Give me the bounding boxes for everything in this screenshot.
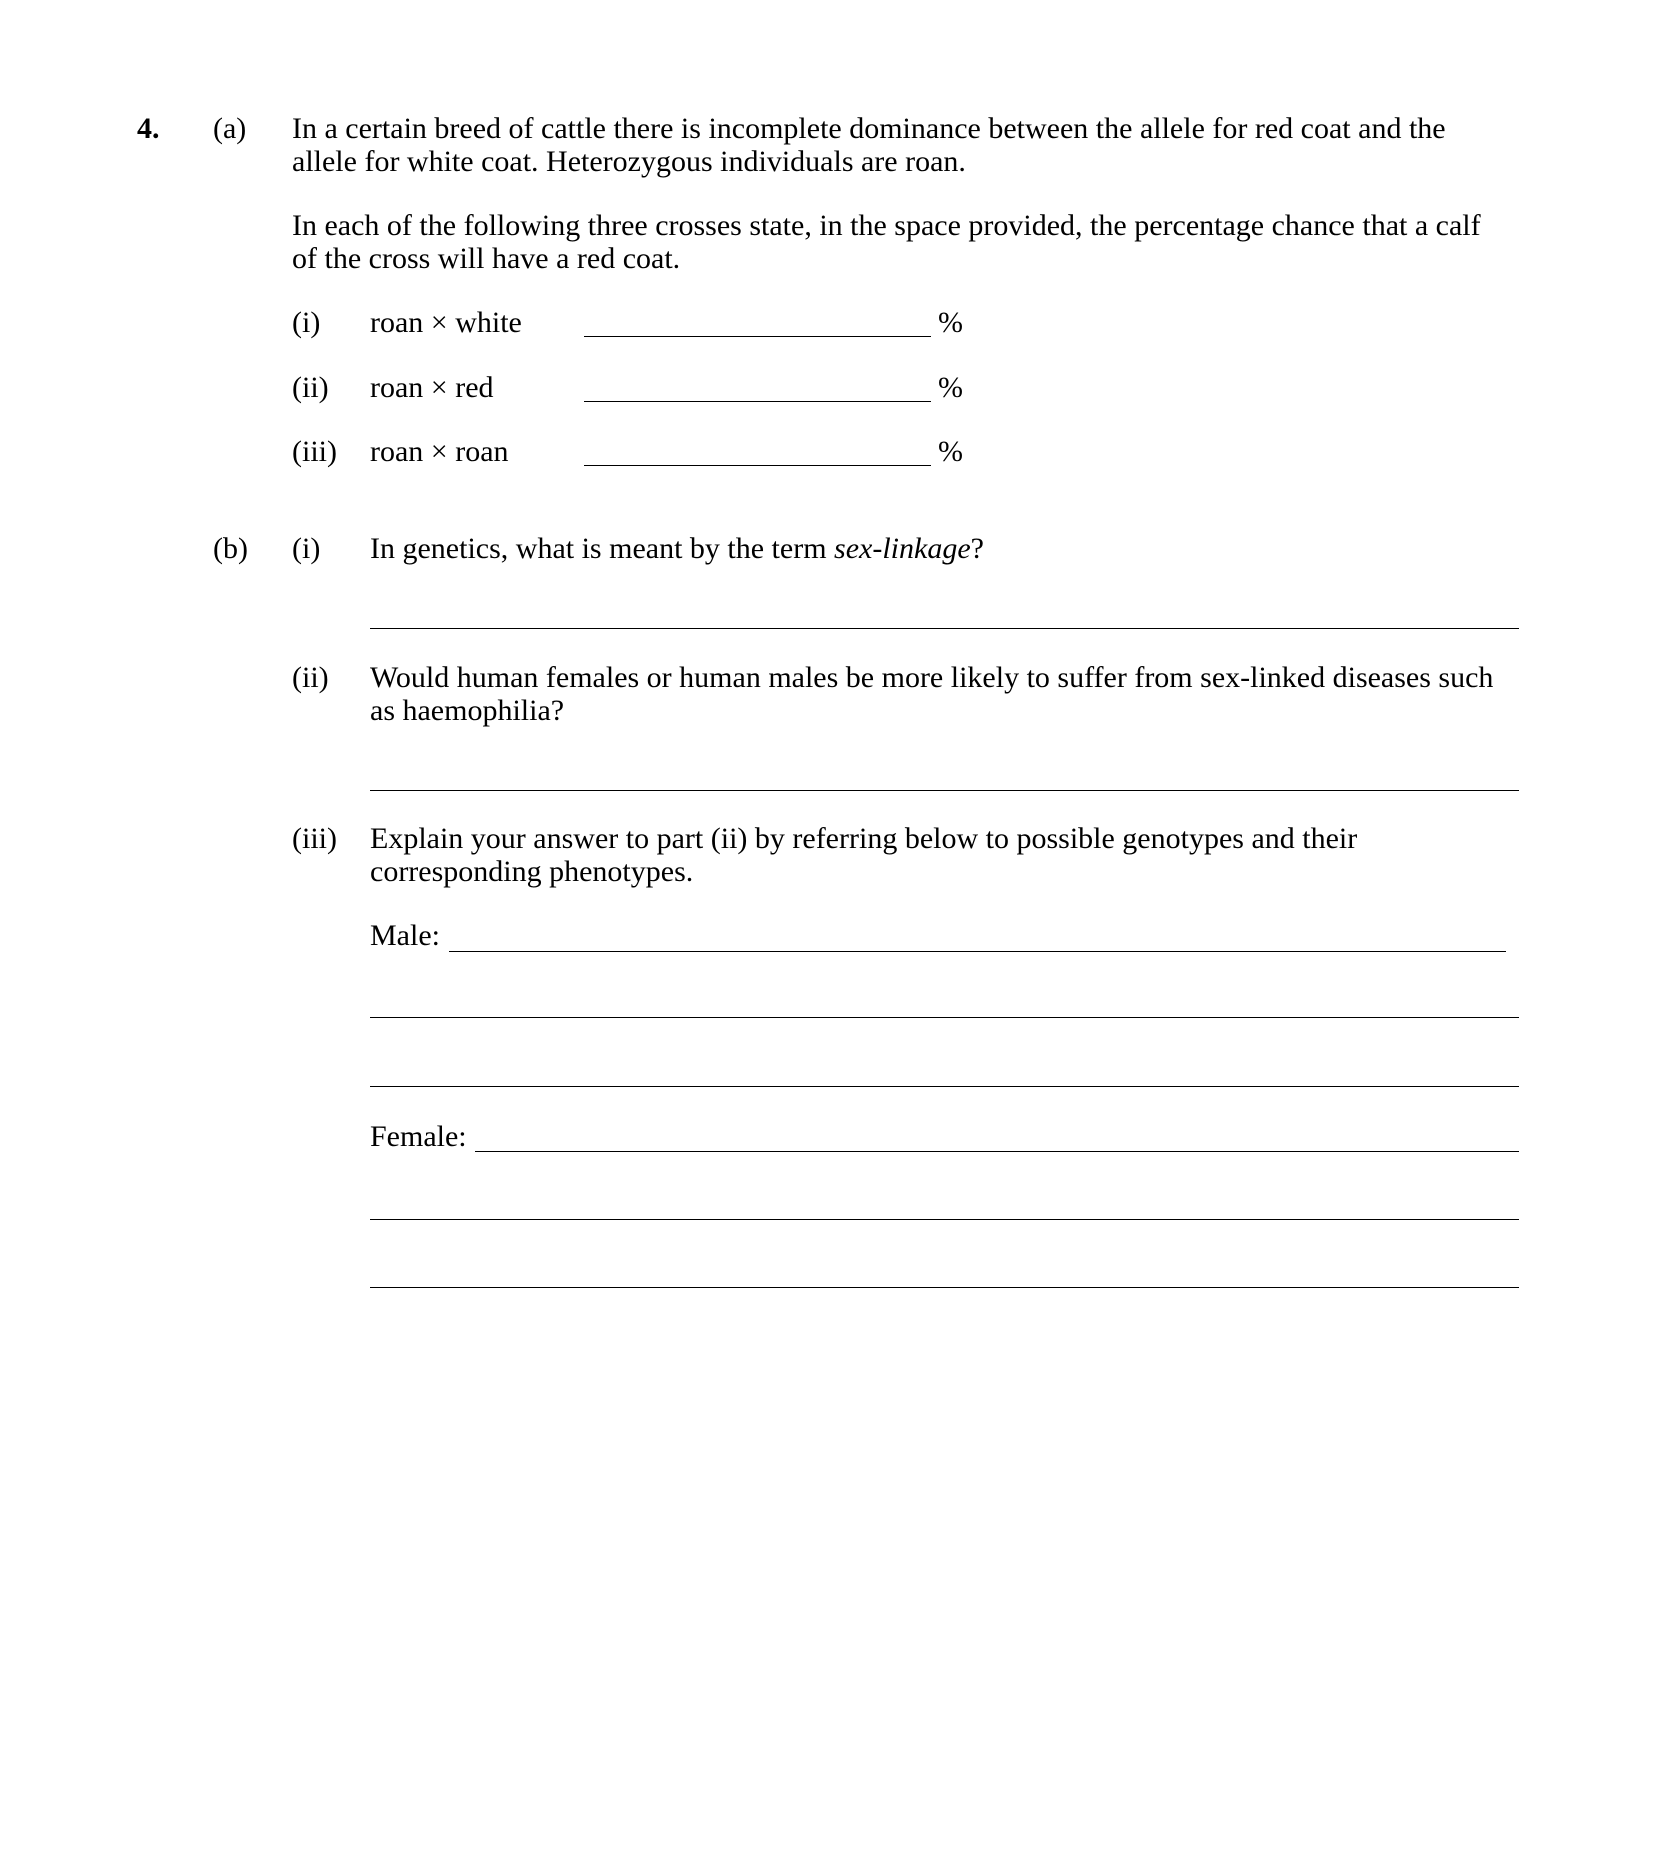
part-a-instruction-line2: of the cross will have a red coat. [292, 242, 681, 275]
cross-ii-answer-line[interactable] [584, 401, 931, 402]
male-answer-line-3[interactable] [370, 1086, 1519, 1087]
cross-iii-percent-unit: % [938, 435, 963, 468]
part-b-iii-label: (iii) [292, 822, 337, 855]
cross-i-label: (i) [292, 306, 321, 339]
female-label: Female: [370, 1120, 467, 1153]
part-b-i-question [370, 532, 984, 565]
male-answer-line-2[interactable] [370, 1017, 1519, 1018]
part-a-label: (a) [213, 112, 247, 145]
female-answer-line-3[interactable] [370, 1287, 1519, 1288]
cross-iii-answer-line[interactable] [584, 465, 931, 466]
part-b-iii-line2: corresponding phenotypes. [370, 855, 694, 888]
part-b-label: (b) [213, 532, 248, 565]
female-answer-line-2[interactable] [370, 1219, 1519, 1220]
part-b-iii-line1: Explain your answer to part (ii) by referring below to possible genotypes and their [370, 822, 1358, 855]
part-b-ii-label: (ii) [292, 661, 329, 694]
part-b-ii-line1: Would human females or human males be more likely to suffer from sex-linked diseases such [370, 661, 1494, 694]
male-label: Male: [370, 919, 440, 952]
part-b-i-answer-line[interactable] [370, 628, 1519, 629]
sex-linkage-term: sex-linkage [834, 532, 971, 565]
cross-i-text: roan × white [370, 306, 522, 339]
cross-iii-text: roan × roan [370, 435, 509, 468]
cross-ii-percent-unit: % [938, 371, 963, 404]
part-b-i-question-mark: ? [970, 532, 984, 565]
part-a-intro-line2: allele for white coat. Heterozygous individuals are roan. [292, 145, 966, 178]
part-b-i-label: (i) [292, 532, 321, 565]
part-b-ii-answer-line[interactable] [370, 790, 1519, 791]
cross-ii-text: roan × red [370, 371, 494, 404]
male-answer-line-1[interactable] [449, 951, 1506, 952]
part-b-ii-line2: as haemophilia? [370, 694, 565, 727]
part-b-i-text: In genetics, what is meant by the term [370, 532, 835, 565]
cross-ii-label: (ii) [292, 371, 329, 404]
cross-i-percent-unit: % [938, 306, 963, 339]
question-number: 4. [137, 112, 160, 145]
cross-iii-label: (iii) [292, 435, 337, 468]
cross-i-answer-line[interactable] [584, 336, 931, 337]
part-a-intro-line1: In a certain breed of cattle there is incomplete dominance between the allele for red coat and the [292, 112, 1446, 145]
female-answer-line-1[interactable] [475, 1151, 1519, 1152]
part-a-instruction-line1: In each of the following three crosses state, in the space provided, the percentage chance that a calf [292, 209, 1481, 242]
